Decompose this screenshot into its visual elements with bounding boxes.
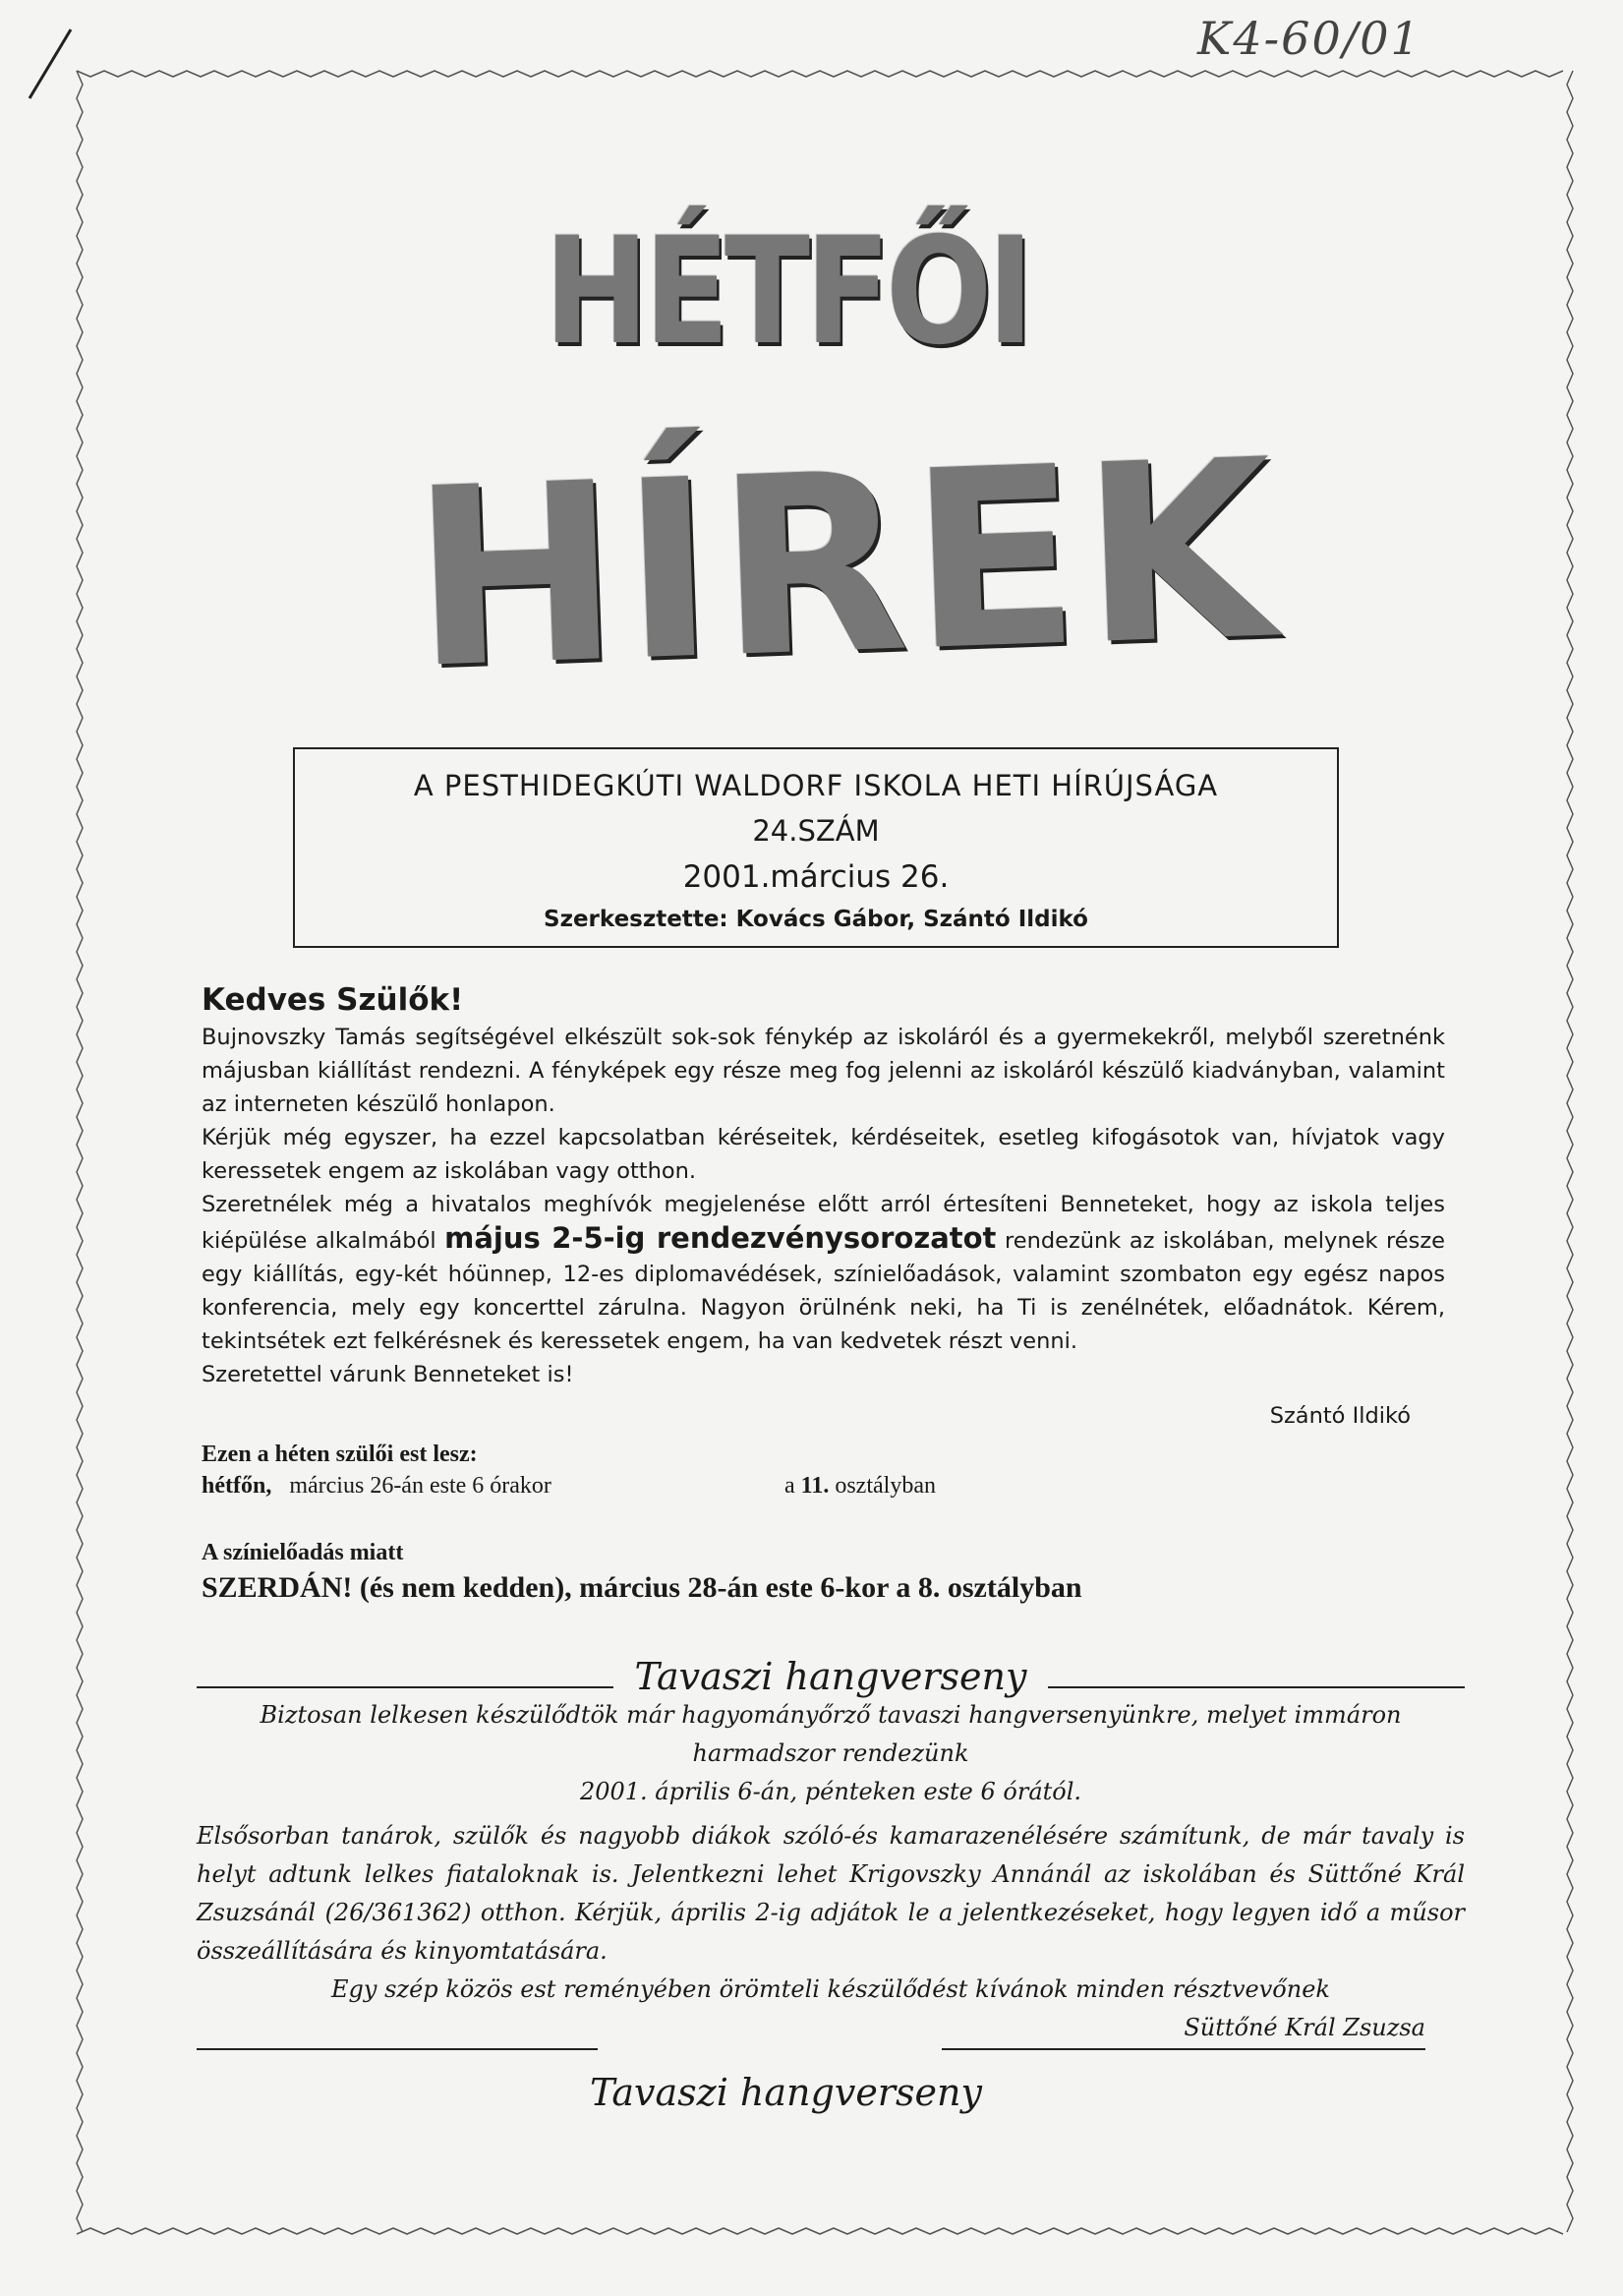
parents-letter: [202, 983, 1445, 1433]
concert-signer: Süttőné Král Zsuzsa: [1184, 2014, 1425, 2041]
letter-paragraph: [202, 1188, 1445, 1358]
concert-heading: [197, 1637, 1465, 1696]
letter-paragraph: Szeretettel várunk Benneteket is!: [202, 1362, 574, 1387]
concert-title: Tavaszi hangverseny: [634, 1655, 1027, 1698]
divider: [1048, 1686, 1465, 1688]
letter-text: rendezünk az iskolában, melynek része egy kiállítás, egy-két hóünnep, 12-es diplomavédések, színielőadások, valamint szombaton egy egész napos konferencia, mely egy koncerttel zárulna. Nagyon örülnénk neki, ha Ti is zenélnétek, előadnátok. Kérem, tekintsétek ezt felkérésnek és keressetek engem, ha van kedvetek részt venni.: [202, 1228, 1445, 1354]
archive-code: K4-60/01: [1197, 12, 1421, 65]
masthead-line1: HÉTFŐI: [544, 206, 1029, 378]
letter-text: Szeretnélek még a hivatalos meghívók megjelenése előtt arról értesíteni Benneteket, hogy az iskola teljes kiépülése alkalmából: [202, 1192, 1445, 1254]
issue-info-box: [293, 747, 1339, 948]
divider: [197, 1686, 613, 1688]
letter-paragraph: Bujnovszky Tamás segítségével elkészült sok-sok fénykép az iskoláról és a gyermekekről, melyből szeretnénk májusban kiállítást rendezni. A fényképek egy része meg fog jelenni az iskoláról készülő kiadványban, valamint az interneten készülő honlapon.: [202, 1025, 1445, 1117]
meeting-change: SZERDÁN! (és nem kedden), március 28-án este 6-kor a 8. osztályban: [202, 1571, 1082, 1604]
parent-meeting-notice: [202, 1439, 1440, 1604]
meeting-time: március 26-án este 6 órakor: [289, 1473, 551, 1499]
editors-line: Szerkesztette: Kovács Gábor, Szántó Ildikó: [544, 907, 1088, 932]
concert-signature-row: [197, 2009, 1465, 2054]
meeting-note: A színielőadás miatt: [202, 1540, 404, 1565]
letter-signature: Szántó Ildikó: [1269, 1403, 1411, 1429]
concert-footer-title: Tavaszi hangverseny: [590, 2071, 982, 2114]
meeting-day: hétfőn,: [202, 1473, 272, 1499]
meeting-room: a 11. osztályban: [784, 1473, 936, 1499]
spring-concert-section: [197, 1637, 1465, 2112]
masthead-logo: [408, 147, 1283, 737]
divider: [942, 2048, 1425, 2050]
meeting-details: [202, 1470, 1440, 1501]
concert-intro: Biztosan lelkesen készülődtök már hagyományőrző tavaszi hangversenyünkre, melyet immáron harmadszor rendezünk: [260, 1701, 1402, 1767]
masthead-line2: HÍREK: [408, 406, 1283, 723]
event-dates-highlight: május 2-5-ig rendezvénysorozatot: [444, 1221, 997, 1255]
concert-details: Elsősorban tanárok, szülők és nagyobb diákok szóló-és kamarazenélésére számítunk, de már tavaly is helyt adtunk lelkes fiataloknak is. Jelentkezni lehet Krigovszky Annánál az iskolában és Süttőné Král Zsuzsánál (26/361362) otthon. Kérjük, április 2-ig adjátok le a jelentkezéseket, hogy legyen idő a műsor összeállítására és kinyomtatására.: [197, 1822, 1465, 1965]
issue-date: 2001.március 26.: [682, 859, 950, 895]
issue-number: 24.SZÁM: [752, 814, 880, 848]
letter-paragraph: Kérjük még egyszer, ha ezzel kapcsolatban kéréseitek, kérdéseitek, esetleg kifogásotok van, hívjatok vagy keressetek engem az iskolában vagy otthon.: [202, 1125, 1445, 1184]
concert-datetime: 2001. április 6-án, pénteken este 6 órától.: [579, 1778, 1082, 1805]
concert-wish: Egy szép közös est reményében örömteli készülődést kívánok minden résztvevőnek: [331, 1975, 1330, 2003]
letter-greeting: Kedves Szülők!: [202, 982, 464, 1018]
newsletter-subtitle: A PESTHIDEGKÚTI WALDORF ISKOLA HETI HÍRÚJSÁGA: [413, 769, 1219, 802]
divider: [197, 2048, 598, 2050]
meeting-title: Ezen a héten szülői est lesz:: [202, 1442, 478, 1467]
